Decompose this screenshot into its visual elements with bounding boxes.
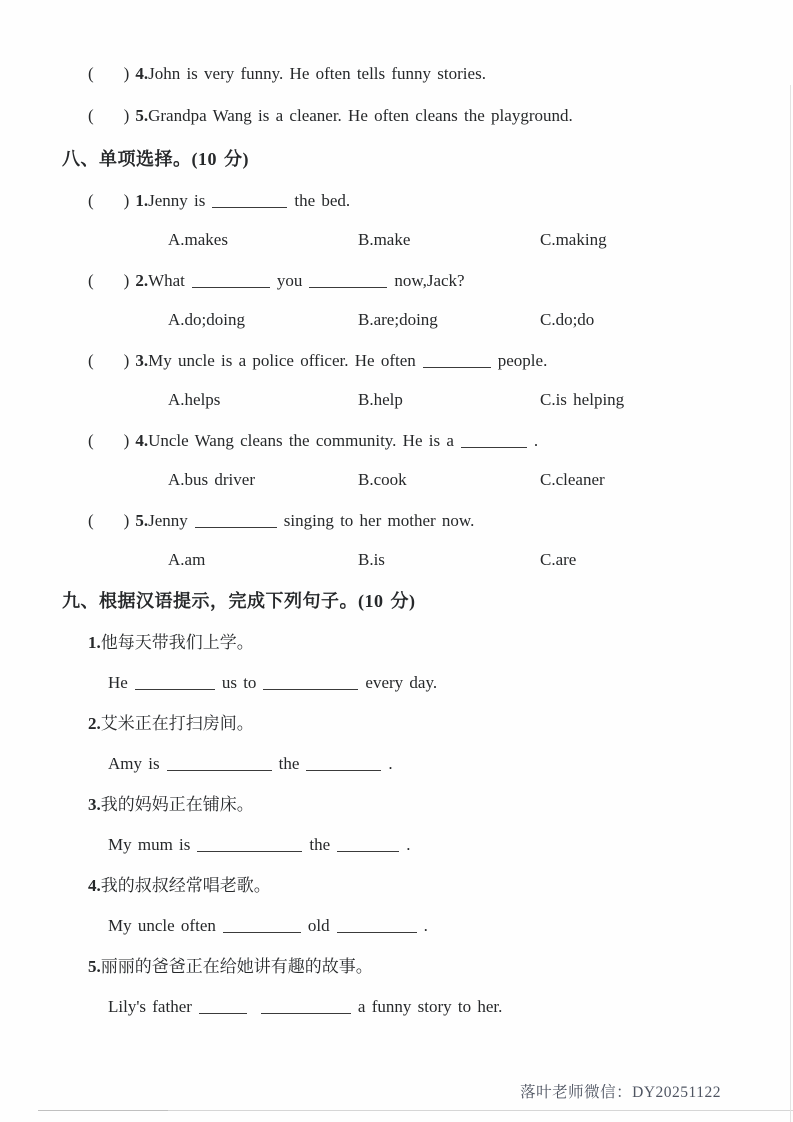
question-number: 2. (135, 271, 149, 290)
chinese-prompt-text: 我的妈妈正在铺床。 (100, 795, 254, 814)
option-a: A.am (168, 550, 206, 569)
answer-bracket-close: ) (123, 64, 130, 83)
sentence-text: Grandpa Wang is a cleaner. He often cleans the playground. (148, 106, 573, 125)
option-c: C.making (540, 230, 607, 249)
chinese-prompt-row (88, 792, 793, 818)
answer-bracket-open: ( (88, 431, 94, 450)
answer-bracket-open: ( (88, 64, 94, 83)
option-c: C.are (540, 550, 577, 569)
answer-bracket-close: ) (123, 191, 130, 210)
choice-options-row (88, 388, 793, 412)
chinese-prompt-text: 艾米正在打扫房间。 (100, 714, 254, 733)
english-sentence-row (108, 750, 793, 778)
choice-question-stem (88, 188, 793, 214)
answer-blank (261, 997, 351, 1014)
stem-text: Jenny (148, 511, 188, 530)
answer-blank (306, 754, 381, 771)
option-c: C.cleaner (540, 470, 605, 489)
stem-text: . (533, 431, 539, 450)
chinese-prompt-row (88, 873, 793, 899)
answer-blank (263, 673, 358, 690)
true-false-section (88, 62, 793, 128)
stem-text: people. (497, 351, 548, 370)
answer-bracket-close: ) (123, 351, 130, 370)
answer-bracket-open: ( (88, 351, 94, 370)
stem-text: the bed. (294, 191, 351, 210)
option-a: A.helps (168, 390, 221, 409)
chinese-prompt-row (88, 630, 793, 656)
answer-blank (192, 271, 270, 288)
stem-text: Jenny is (148, 191, 206, 210)
english-sentence-text: us to (221, 673, 257, 692)
true-false-item (88, 104, 793, 128)
question-number: 5. (135, 106, 149, 125)
choice-options-row (88, 228, 793, 252)
chinese-prompt-text: 他每天带我们上学。 (100, 633, 254, 652)
stem-text: What (148, 271, 185, 290)
choice-options-row (88, 308, 793, 332)
question-number: 5. (135, 511, 149, 530)
english-sentence-text: the (309, 835, 331, 854)
chinese-prompt-row (88, 711, 793, 737)
item-number: 5. (88, 957, 101, 976)
answer-blank (199, 997, 247, 1014)
stem-text: Uncle Wang cleans the community. He is a (148, 431, 454, 450)
answer-blank (197, 835, 302, 852)
english-sentence-text: . (388, 754, 393, 773)
english-sentence-text: . (406, 835, 411, 854)
choice-options-row (88, 548, 793, 572)
english-sentence-text: My mum is (108, 835, 191, 854)
english-sentence-text: the (278, 754, 300, 773)
question-number: 1. (135, 191, 149, 210)
answer-blank (223, 916, 301, 933)
choice-question-stem (88, 508, 793, 534)
option-b: B.help (358, 390, 403, 409)
answer-bracket-open: ( (88, 511, 94, 530)
answer-bracket-close: ) (123, 511, 130, 530)
answer-blank (212, 191, 287, 208)
answer-blank (195, 511, 277, 528)
choice-options-row (88, 468, 793, 492)
complete-sentences-section (88, 630, 793, 1021)
english-sentence-row (108, 831, 793, 859)
answer-bracket-open: ( (88, 106, 94, 125)
choice-question-stem (88, 268, 793, 294)
option-b: B.cook (358, 470, 407, 489)
item-number: 3. (88, 795, 101, 814)
option-a: A.do;doing (168, 310, 245, 329)
answer-blank (135, 673, 215, 690)
section8-heading: 八、单项选择。(10 分) (62, 149, 249, 169)
stem-text: now,Jack? (394, 271, 465, 290)
answer-blank (167, 754, 272, 771)
english-sentence-text: old (307, 916, 330, 935)
choice-question-stem (88, 348, 793, 374)
answer-bracket-close: ) (123, 431, 130, 450)
stem-text: you (276, 271, 303, 290)
answer-bracket-close: ) (123, 271, 130, 290)
stem-text: My uncle is a police officer. He often (148, 351, 416, 370)
answer-bracket-open: ( (88, 271, 94, 290)
page-right-rule (790, 85, 791, 1122)
answer-bracket-close: ) (123, 106, 130, 125)
english-sentence-row (108, 669, 793, 697)
option-a: A.makes (168, 230, 228, 249)
english-sentence-text: He (108, 673, 128, 692)
question-number: 3. (135, 351, 149, 370)
answer-blank (461, 431, 527, 448)
sentence-text: John is very funny. He often tells funny stories. (148, 64, 486, 83)
item-number: 1. (88, 633, 101, 652)
stem-text: singing to her mother now. (283, 511, 475, 530)
english-sentence-row (108, 912, 793, 940)
option-c: C.is helping (540, 390, 625, 409)
option-b: B.is (358, 550, 385, 569)
answer-blank (423, 351, 491, 368)
english-sentence-text: Lily's father (108, 997, 192, 1016)
item-number: 4. (88, 876, 101, 895)
teacher-wechat-watermark: 落叶老师微信：DY20251122 (520, 1084, 721, 1101)
section9-heading: 九、根据汉语提示，完成下列句子。(10 分) (62, 591, 416, 611)
true-false-item (88, 62, 793, 86)
english-sentence-text: . (423, 916, 428, 935)
english-sentence-text: My uncle often (108, 916, 216, 935)
chinese-prompt-text: 丽丽的爸爸正在给她讲有趣的故事。 (100, 957, 373, 976)
english-sentence-text: a funny story to her. (357, 997, 503, 1016)
english-sentence-text: every day. (365, 673, 438, 692)
answer-blank (337, 916, 417, 933)
answer-bracket-open: ( (88, 191, 94, 210)
question-number: 4. (135, 64, 149, 83)
page-bottom-rule-dark-segment (38, 1110, 168, 1111)
option-b: B.make (358, 230, 411, 249)
option-a: A.bus driver (168, 470, 255, 489)
multiple-choice-section (88, 188, 793, 572)
choice-question-stem (88, 428, 793, 454)
answer-blank (309, 271, 387, 288)
option-c: C.do;do (540, 310, 595, 329)
chinese-prompt-row (88, 954, 793, 980)
answer-blank (337, 835, 399, 852)
question-number: 4. (135, 431, 149, 450)
option-b: B.are;doing (358, 310, 438, 329)
item-number: 2. (88, 714, 101, 733)
english-sentence-row (108, 993, 793, 1021)
chinese-prompt-text: 我的叔叔经常唱老歌。 (100, 876, 271, 895)
english-sentence-text: Amy is (108, 754, 160, 773)
